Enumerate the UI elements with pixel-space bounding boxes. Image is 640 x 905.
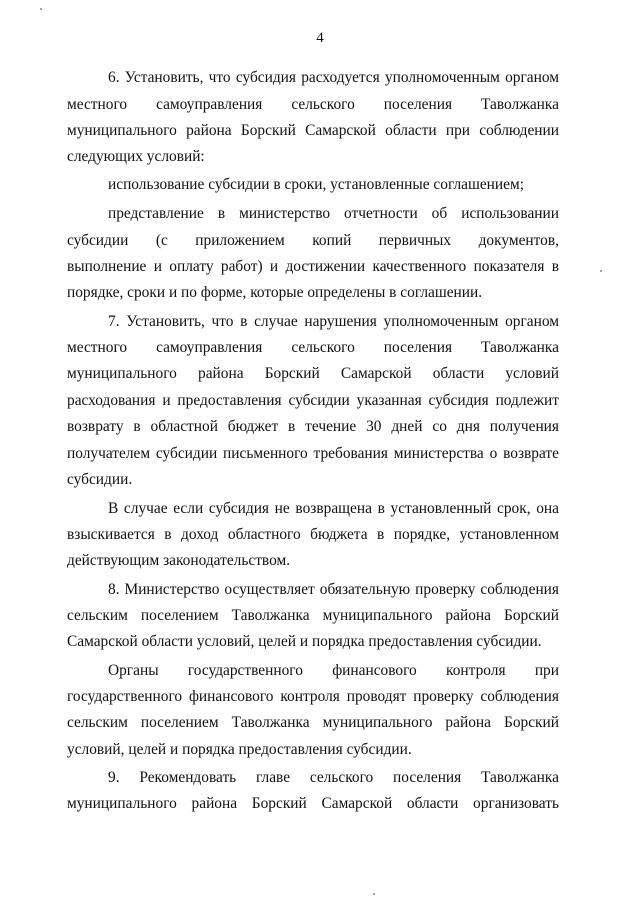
text-line: действующим законодательством. (67, 552, 291, 569)
text-line: 7. Установить, что в случае нарушения уполномоченным органом (108, 313, 559, 330)
scan-speck (600, 270, 602, 272)
scan-speck (40, 8, 42, 10)
text-line: субсидии (с приложением копий первичных документов, (67, 232, 559, 249)
text-line: муниципального района Борский Самарской области организовать (67, 795, 559, 812)
text-line: выполнение и оплату работ) и достижении качественного показателя в (67, 258, 559, 275)
text-line: местного самоуправления сельского поселения Таволжанка (67, 339, 559, 356)
text-line: взыскивается в доход областного бюджета в порядке, установленном (67, 526, 559, 543)
text-line: муниципального района Борский Самарской области при соблюдении (67, 122, 559, 139)
text-line: Самарской области условий, целей и порядка предоставления субсидии. (67, 633, 542, 650)
text-line: Органы государственного финансового контроля при (108, 662, 559, 679)
text-line: расходования и предоставления субсидии указанная субсидия подлежит (67, 392, 559, 409)
text-line: 6. Установить, что субсидия расходуется уполномоченным органом (108, 69, 559, 86)
text-line: государственного финансового контроля проводят проверку соблюдения (67, 688, 559, 705)
text-line: порядке, сроки и по форме, которые определены в соглашении. (67, 284, 483, 301)
scan-speck (373, 893, 375, 895)
page-number: 4 (316, 30, 324, 46)
text-line: следующих условий: (67, 148, 205, 165)
text-line: В случае если субсидия не возвращена в установленный срок, она (108, 500, 559, 517)
text-line: сельским поселением Таволжанка муниципального района Борский (67, 607, 559, 624)
text-line: возврату в областной бюджет в течение 30 дней со дня получения (67, 418, 559, 435)
text-line: 9. Рекомендовать главе сельского поселения Таволжанка (108, 769, 559, 786)
text-line: условий, целей и порядка предоставления субсидии. (67, 741, 412, 758)
text-line: представление в министерство отчетности об использовании (108, 205, 559, 222)
text-line: местного самоуправления сельского поселения Таволжанка (67, 96, 559, 113)
text-line: сельским поселением Таволжанка муниципального района Борский (67, 714, 559, 731)
text-line: использование субсидии в сроки, установленные соглашением; (108, 176, 524, 193)
text-line: муниципального района Борский Самарской области условий (67, 365, 559, 382)
text-line: получателем субсидии письменного требования министерства о возврате (67, 445, 559, 462)
text-line: субсидии. (67, 471, 133, 488)
text-line: 8. Министерство осуществляет обязательную проверку соблюдения (108, 581, 559, 598)
